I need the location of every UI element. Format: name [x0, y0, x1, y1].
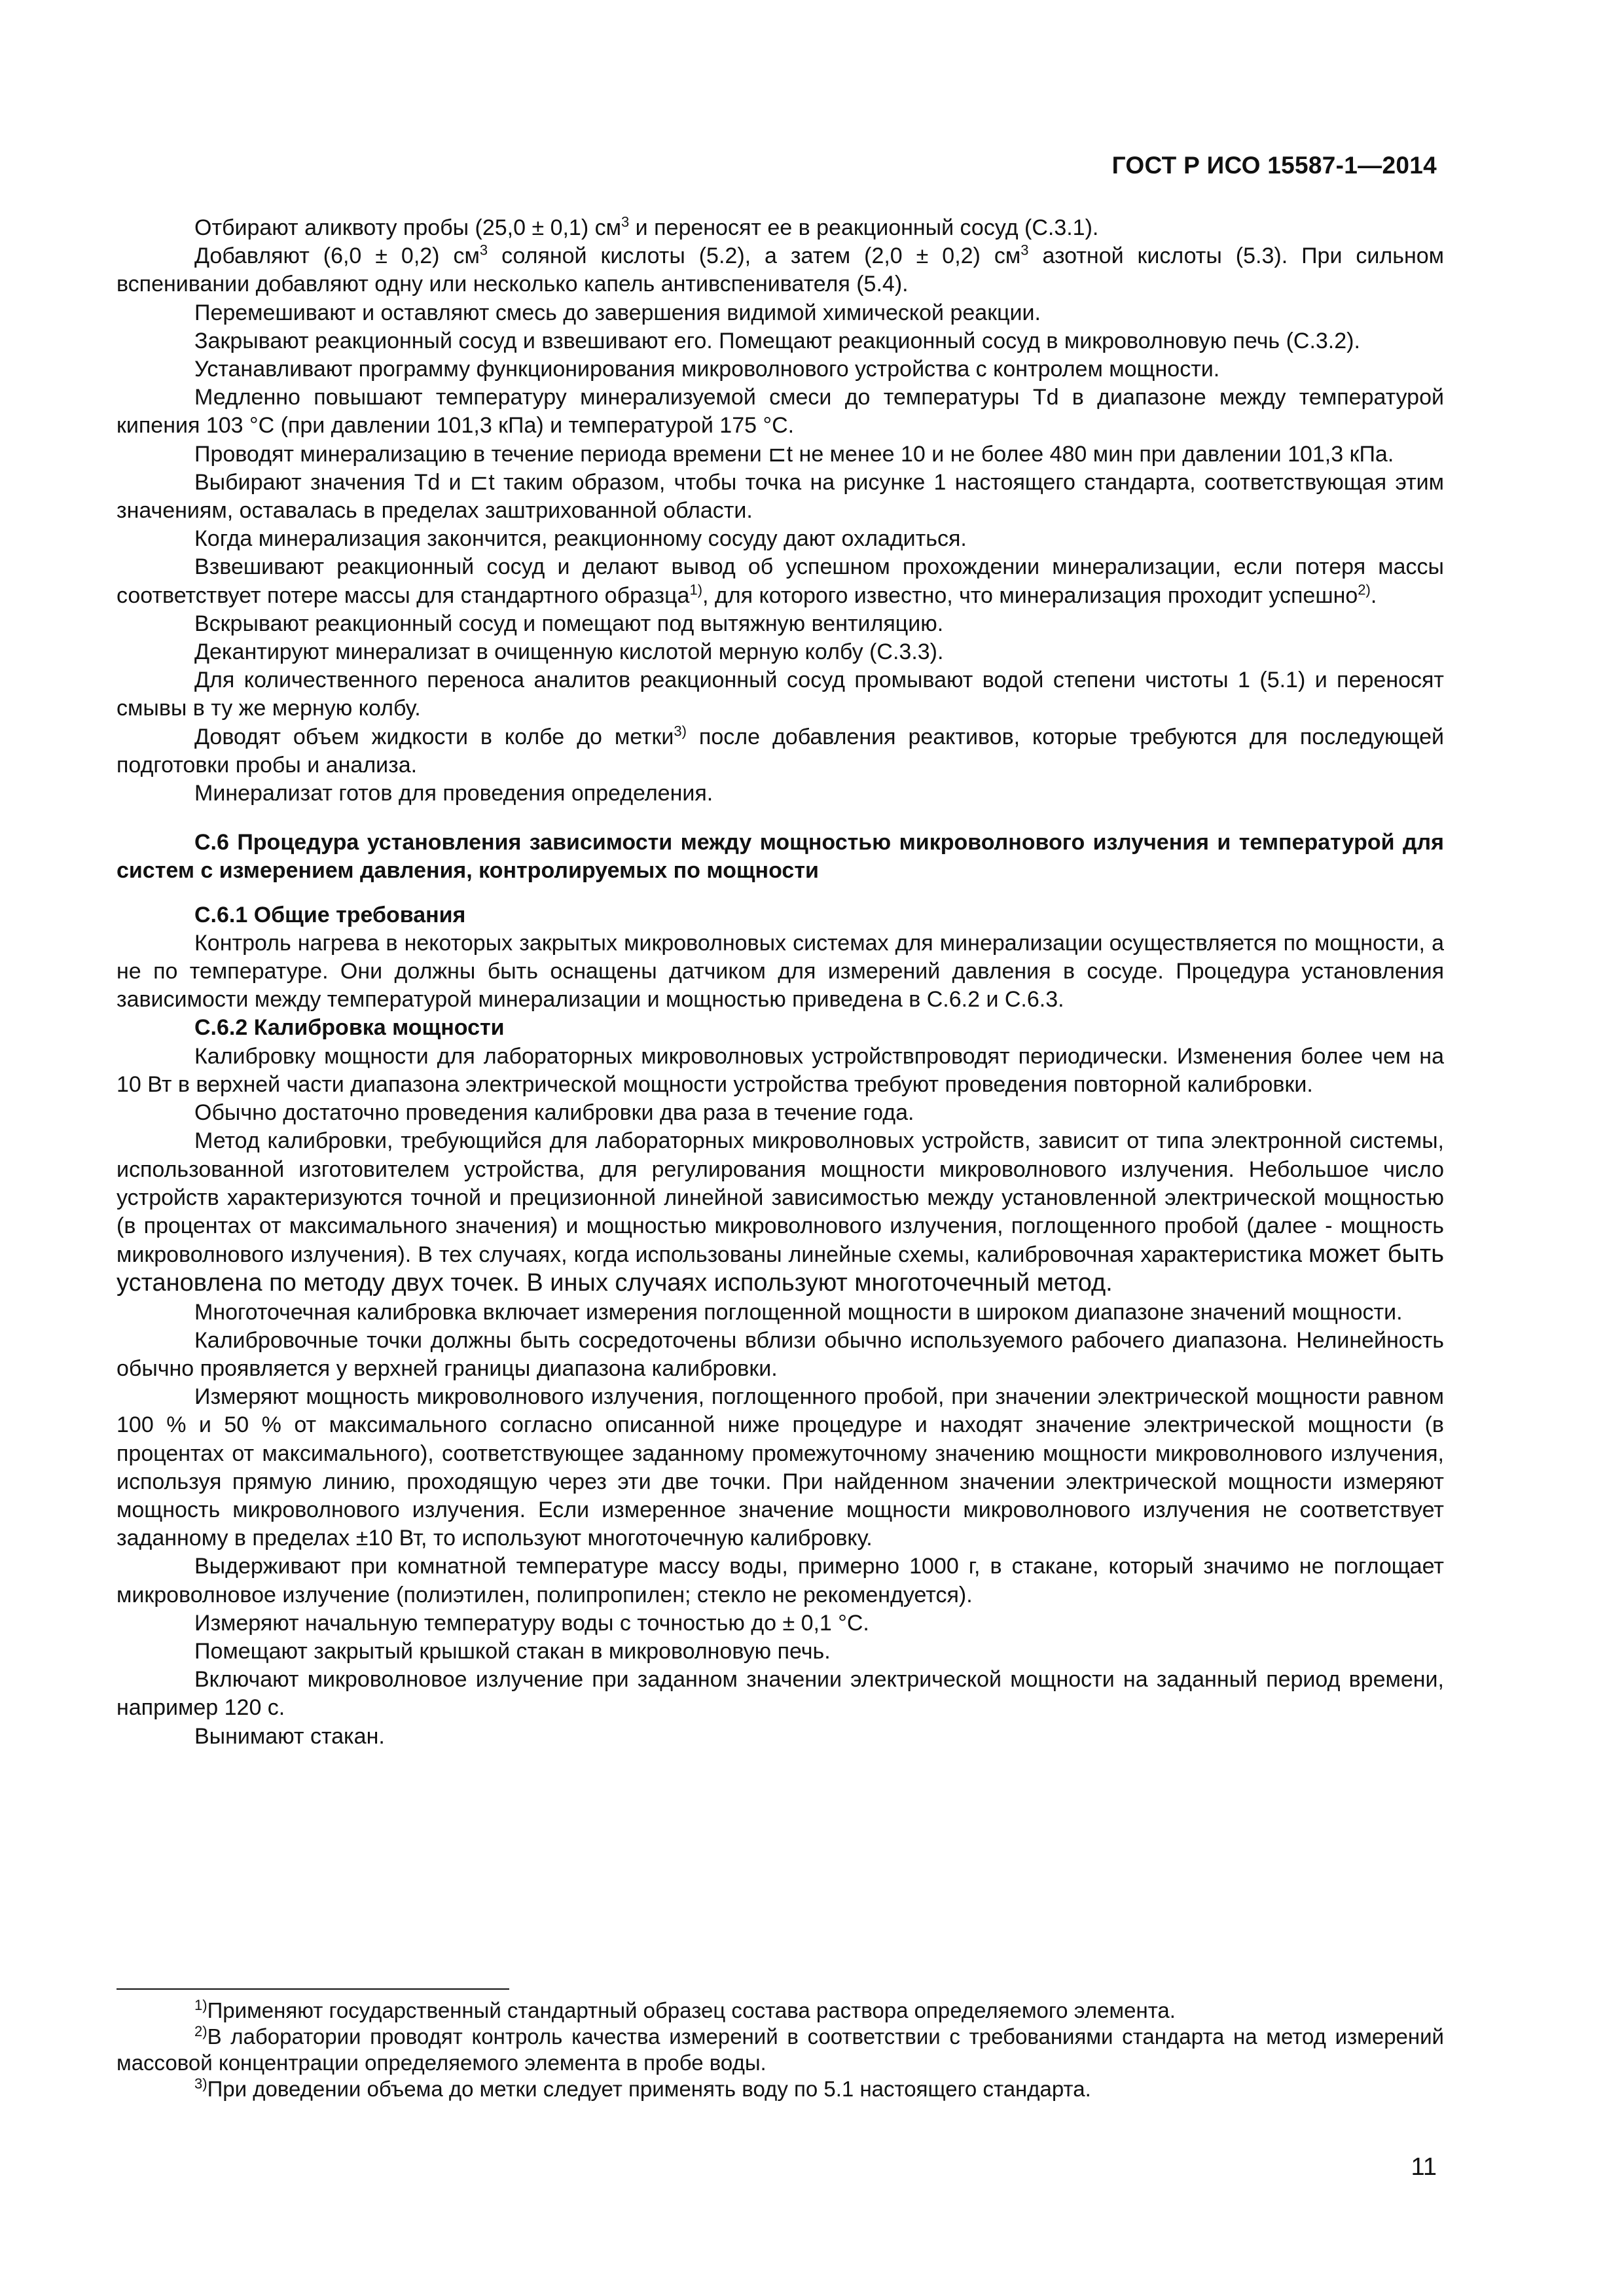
paragraph: Включают микроволновое излучение при заданном значении электрической мощности на заданный период времени, например 120 с. — [117, 1667, 1444, 1721]
paragraph: Многоточечная калибровка включает измерения поглощенной мощности в широком диапазоне значений мощности. — [194, 1299, 1403, 1325]
text-run: Доводят объем жидкости в колбе до метки — [194, 724, 674, 749]
paragraph: Вскрывают реакционный сосуд и помещают под вытяжную вентиляцию. — [194, 611, 944, 636]
paragraph: Декантируют минерализат в очищенную кислотой мерную колбу (С.3.3). — [194, 639, 944, 665]
paragraph: Контроль нагрева в некоторых закрытых микроволновых системах для минерализации осуществляется по мощности, а не по температуре. Они должны быть оснащены датчиком для измерений давления в сосуде. Процедура установления зависимости между температурой минерализации и мощностью приведена в С.6.2 и С.6.3. — [117, 930, 1444, 1013]
paragraph: Закрывают реакционный сосуд и взвешивают его. Помещают реакционный сосуд в микроволновую печь (С.3.2). — [194, 328, 1360, 353]
footnote-ref: 2) — [1358, 581, 1371, 598]
paragraph — [117, 553, 1444, 609]
footnote-ref: 3) — [674, 723, 687, 740]
footnotes — [117, 1998, 1444, 2102]
superscript: 3 — [621, 213, 630, 230]
body-text — [117, 214, 1444, 1751]
footnote — [117, 2076, 1444, 2102]
paragraph — [117, 723, 1444, 780]
subsection-heading: С.6.2 Калибровка мощности — [194, 1015, 505, 1041]
paragraph: Калибровку мощности для лабораторных микроволновых устройствпроводят периодически. Изменения более чем на 10 Вт в верхней части диапазона электрической мощности устройства требуют проведения повторной калибровки. — [117, 1043, 1444, 1097]
text-run: Добавляют (6,0 ± 0,2) см — [194, 243, 480, 269]
footnote-marker: 2) — [194, 2023, 208, 2039]
text-run: Метод калибровки, требующийся для лабораторных микроволновых устройств, зависит от типа электронной системы, использованной изготовителем устройства, для регулирования мощности микроволнового излучения. Небольшое число устройств характеризуются точной и прецизионной линейной зависимостью между установленной электрической мощностью (в процентах от максимального значения) и мощностью микроволнового излучения, поглощенного пробой (далее - мощность микроволнового излучения). В тех случаях, когда использованы линейные схемы, калибровочная характеристика — [117, 1128, 1444, 1268]
footnote-text: Применяют государственный стандартный образец состава раствора определяемого элемента. — [207, 1998, 1176, 2022]
footnote — [117, 2024, 1444, 2076]
standard-designation: ГОСТ Р ИСО 15587-1—2014 — [1111, 152, 1437, 179]
paragraph: Выдерживают при комнатной температуре массу воды, примерно 1000 г, в стакане, который значимо не поглощает микроволновое излучение (полиэтилен, полипропилен; стекло не рекомендуется). — [117, 1554, 1444, 1607]
text-run-large: может быть установлена по методу двух точек. В иных случаях используют многоточечный метод. — [117, 1240, 1444, 1297]
superscript: 3 — [1020, 242, 1029, 259]
footnote-marker: 3) — [194, 2075, 208, 2092]
paragraph: Измеряют мощность микроволнового излучения, поглощенного пробой, при значении электрической мощности равном 100 % и 50 % от максимального согласно описанной ниже процедуре и находят значение электрической мощности (в процентах от максимального), соответствующее заданному промежуточному значению мощности микроволнового излучения, используя прямую линию, проходящую через эти две точки. При найденном значении электрической мощности измеряют мощность микроволнового излучения. Если измеренное значение мощности микроволнового излучения не соответствует заданному в пределах ±10 Вт, то используют многоточечную калибровку. — [117, 1384, 1444, 1551]
text-run: и переносят ее в реакционный сосуд (С.3.1). — [629, 215, 1099, 240]
superscript: 3 — [479, 242, 488, 259]
paragraph: Помещают закрытый крышкой стакан в микроволновую печь. — [194, 1638, 831, 1664]
paragraph: Минерализат готов для проведения определения. — [194, 781, 713, 806]
text-run: , для которого известно, что минерализация проходит успешно — [702, 583, 1358, 608]
text-run: после добавления реактивов, которые требуются для последующей подготовки пробы и анализа. — [117, 724, 1444, 778]
paragraph: Измеряют начальную температуру воды с точностью до ± 0,1 °С. — [194, 1610, 869, 1636]
paragraph — [117, 1127, 1444, 1298]
text-run: . — [1370, 583, 1377, 608]
footnote-ref: 1) — [689, 581, 703, 598]
footnote-marker: 1) — [194, 1997, 208, 2013]
subsection-heading: С.6.1 Общие требования — [194, 902, 466, 927]
page-number: 11 — [1411, 2153, 1437, 2181]
paragraph: Перемешивают и оставляют смесь до завершения видимой химической реакции. — [194, 300, 1041, 325]
footnote — [117, 1998, 1444, 2024]
section-heading: С.6 Процедура установления зависимости между мощностью микроволнового излучения и температурой для систем с измерением давления, контролируемых по мощности — [117, 830, 1444, 884]
text-run: соляной кислоты (5.2), а затем (2,0 ± 0,2) см — [488, 243, 1021, 269]
paragraph: Вынимают стакан. — [194, 1723, 385, 1749]
paragraph — [117, 214, 1444, 242]
paragraph: Проводят минерализацию в течение периода времени ⊏t не менее 10 и не более 480 мин при давлении 101,3 кПа. — [194, 441, 1394, 467]
paragraph: Медленно повышают температуру минерализуемой смеси до температуры Td в диапазоне между температурой кипения 103 °С (при давлении 101,3 кПа) и температурой 175 °С. — [117, 385, 1444, 439]
paragraph: Калибровочные точки должны быть сосредоточены вблизи обычно используемого рабочего диапазона. Нелинейность обычно проявляется у верхней границы диапазона калибровки. — [117, 1327, 1444, 1381]
paragraph: Для количественного переноса аналитов реакционный сосуд промывают водой степени чистоты 1 (5.1) и переносят смывы в ту же мерную колбу. — [117, 668, 1444, 721]
paragraph: Устанавливают программу функционирования микроволнового устройства с контролем мощности. — [194, 357, 1220, 382]
footnote-text: При доведении объема до метки следует применять воду по 5.1 настоящего стандарта. — [207, 2077, 1091, 2101]
text-run: Взвешивают реакционный сосуд и делают вывод об успешном прохождении минерализации, если потеря массы соответствует потере массы для стандартного образца — [117, 554, 1444, 608]
paragraph: Когда минерализация закончится, реакционному сосуду дают охладиться. — [194, 526, 967, 552]
paragraph — [117, 242, 1444, 298]
paragraph: Обычно достаточно проведения калибровки два раза в течение года. — [194, 1100, 914, 1126]
footnote-separator — [117, 1988, 509, 1990]
text-run: азотной кислоты (5.3). При сильном вспенивании добавляют одну или несколько капель антивспенивателя (5.4). — [117, 243, 1445, 297]
text-run: Отбирают аликвоту пробы (25,0 ± 0,1) см — [194, 215, 621, 240]
footnote-text: В лаборатории проводят контроль качества измерений в соответствии с требованиями стандарта на метод измерений массовой концентрации определяемого элемента в пробе воды. — [117, 2024, 1444, 2075]
paragraph: Выбирают значения Td и ⊏t таким образом, чтобы точка на рисунке 1 настоящего стандарта, соответствующая этим значениям, оставалась в пределах заштрихованной области. — [117, 469, 1444, 524]
